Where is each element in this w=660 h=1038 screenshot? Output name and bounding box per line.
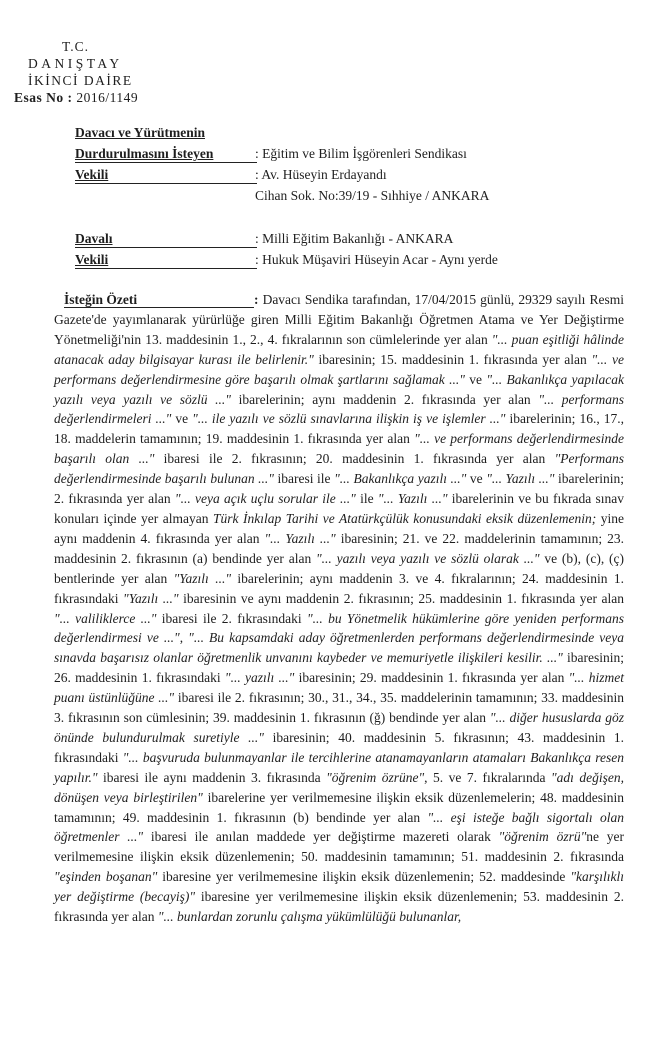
court-name: DANIŞTAY: [28, 56, 123, 71]
summary-text: ibaresi ile 2. fıkrasının; 30., 31., 34., 35. maddelerinin tamamının; 33. maddesinin 3. fıkrasının son cümlesinin; 39. maddesinin 1. fıkrasının (ğ) bendinde yer alan: [54, 690, 625, 726]
label-underline: [75, 162, 257, 163]
quoted-phrase: "... veya açık uçlu sorular ile ...": [174, 491, 356, 507]
party-label: Vekili: [75, 167, 109, 182]
request-summary: [54, 290, 624, 927]
quoted-phrase: "adı değişen, dönüşen veya birleştirilen": [54, 769, 624, 805]
case-number-value: 2016/1149: [76, 90, 139, 105]
summary-text: ibaresinin; 40. maddesinin 5. fıkrasının; 43. maddesinin 1. fıkrasındaki: [54, 729, 624, 765]
summary-colon: :: [254, 292, 259, 307]
summary-text: ibaresinin; 15. maddesinin 1. fıkrasında yer alan: [313, 351, 592, 367]
party-value: : Hukuk Müşaviri Hüseyin Acar - Aynı yerde: [255, 252, 498, 267]
quoted-phrase: "... hizmet puanı üstünlüğüne ...": [54, 670, 624, 706]
label-underline: [75, 183, 257, 184]
party-row: [75, 167, 387, 183]
party-row: [75, 125, 255, 141]
party-row: [75, 146, 467, 162]
summary-body: [54, 292, 624, 924]
summary-text: ne yer verilmemesine ilişkin eksik düzenlemenin; 50. maddesinin tamamının; 51. maddesinin 2. fıkrasında: [54, 829, 625, 865]
quoted-phrase: "... eşi isteğe bağlı sigortalı olan öğretmenler ...": [54, 809, 624, 845]
summary-text: ,: [179, 630, 189, 646]
summary-text: ve (b), (c), (ç) bentlerinde yer alan: [54, 550, 624, 586]
summary-text: ibaresine yer verilmemesine ilişkin eksik düzenlemenin; 53. maddesinin 2. fıkrasında yer alan: [54, 889, 624, 925]
document-header: [14, 38, 138, 106]
party-row: [75, 231, 454, 247]
quoted-phrase: "karşılıklı yer değiştirme (becayiş)": [54, 869, 624, 905]
summary-text: ibaresi ile: [273, 471, 335, 487]
summary-text: ve: [171, 411, 193, 427]
tc-label: T.C.: [62, 39, 89, 54]
party-label: Davalı: [75, 231, 113, 246]
party-label: Davacı ve Yürütmenin: [75, 125, 205, 140]
summary-text: ibaresi ile anılan maddede yer değiştirme mazereti olarak: [143, 829, 499, 845]
summary-text: ibarelerine yer verilmemesine ilişkin eksik düzenlemelerin; 48. maddesinin tamamının; 49. maddesinin 1. fıkrasının (b) bendinde yer alan: [54, 789, 624, 825]
quoted-phrase: "... başvuruda bulunmayanlar ile tercihlerine atanamayanların atamaları Bakanlıkça resen yapılır.": [54, 749, 624, 785]
summary-text: Davacı Sendika tarafından, 17/04/2015 günlü, 29329 sayılı Resmi Gazete'de yayımlanarak yürürlüğe giren Milli Eğitim Bakanlığı Öğretmen Atama ve Yer Değiştirme Yönetmeliği'nin 13. maddesinin 1., 2., 4. fıkralarının son cümlelerinde yer alan: [54, 292, 624, 347]
quoted-phrase: "... bu Yönetmelik hükümlerine göre yeniden performans değerlendirmesi ve ...": [54, 610, 624, 646]
quoted-phrase: "... ve performans değerlendirmesine göre başarılı olmak şartlarını sağlamak ...": [54, 351, 624, 387]
summary-label: İsteğin Özeti: [64, 293, 254, 308]
quoted-phrase: "... Bu kapsamdaki aday öğretmenlerden performans değerlendirmesinde veya sınavda başarısız olanlar öğretmenlik unvanını kaybeder ve memuriyetle ilişkileri kesilir. ...": [54, 630, 625, 666]
summary-text: ibaresinin ve aynı maddenin 2. fıkrasının; 25. maddesinin 1. fıkrasında yer alan: [178, 590, 625, 606]
summary-text: yine aynı maddenin 4. fıkrasında yer alan: [54, 510, 624, 546]
party-value: : Milli Eğitim Bakanlığı - ANKARA: [255, 231, 454, 246]
summary-text: ibaresi ile 2. fıkrasındaki: [156, 610, 307, 626]
quoted-phrase: "Yazılı ...": [173, 570, 231, 586]
summary-text: ibarelerinin; aynı maddenin 2. fıkrasında yer alan: [230, 391, 539, 407]
quoted-phrase: "eşinden boşanan": [54, 869, 158, 885]
summary-text: ve: [466, 471, 487, 487]
summary-text: ve: [464, 371, 487, 387]
summary-text: ile: [355, 491, 378, 507]
party-label: Vekili: [75, 252, 109, 267]
case-number-label: Esas No :: [14, 90, 73, 105]
party-row: [75, 252, 498, 268]
label-underline: [75, 268, 257, 269]
quoted-phrase: "... yazılı ...": [224, 670, 295, 686]
quoted-phrase: "öğrenim özrü": [498, 829, 587, 845]
party-value: : Eğitim ve Bilim İşgörenleri Sendikası: [255, 146, 467, 161]
chamber-name: İKİNCİ DAİRE: [28, 73, 133, 88]
summary-text: ibaresinin; 26. maddesinin 1. fıkrasındaki: [54, 650, 624, 686]
summary-text: ibaresi ile 2. fıkrasının; 20. maddesinin 1. fıkrasında yer alan: [154, 451, 555, 467]
summary-text: ibarelerinin; aynı maddenin 3. ve 4. fıkralarının; 24. maddesinin 1. fıkrasındaki: [54, 570, 624, 606]
party-label: Durdurulmasını İsteyen: [75, 146, 214, 161]
quoted-phrase: "... diğer hususlarda göz önünde bulundurulmak suretiyle ...": [54, 710, 624, 745]
summary-text: ibaresine yer verilmemesine ilişkin eksik düzenlemenin; 52. maddesinde: [157, 869, 571, 885]
summary-text: ibarelerinin; 16., 17., 18. maddelerin tamamının; 19. maddesinin 1. fıkrasında yer alan: [54, 411, 624, 447]
quoted-phrase: "... Bakanlıkça yapılacak yazılı veya yazılı ve sözlü ...": [54, 371, 624, 407]
quoted-phrase: "... Bakanlıkça yazılı ...": [334, 471, 467, 487]
summary-text: ibaresinin; 29. maddesinin 1. fıkrasında yer alan: [294, 670, 569, 686]
party-value: : Av. Hüseyin Erdayandı: [255, 167, 387, 182]
quoted-phrase: Türk İnkılap Tarihi ve Atatürkçülük konusundaki eksik düzenlemenin;: [212, 510, 597, 526]
party-value: Cihan Sok. No:39/19 - Sıhhiye / ANKARA: [255, 188, 490, 203]
quoted-phrase: "... valiliklerce ...": [54, 610, 157, 626]
quoted-phrase: "Performans değerlendirmesinde başarılı bulunan ...": [54, 451, 624, 487]
summary-text: ibarelerinin; 2. fıkrasında yer alan: [54, 471, 624, 507]
quoted-phrase: "... Yazılı ...": [377, 491, 448, 507]
quoted-phrase: "... performans değerlendirmeleri ...": [54, 391, 625, 427]
summary-text: ibarelerinin ve bu fıkrada sınav konuları içinde yer almayan: [54, 491, 625, 526]
quoted-phrase: "... puan eşitliği hâlinde atanacak aday bilgisayar kurası ile belirlenir.": [54, 331, 624, 367]
case-number: [14, 89, 138, 106]
quoted-phrase: "... ve performans değerlendirmesinde başarılı olan ...": [54, 431, 624, 467]
summary-text: ibaresi ile aynı maddenin 3. fıkrasında: [97, 769, 327, 785]
label-underline: [75, 247, 257, 248]
quoted-phrase: "... yazılı veya yazılı ve sözlü olarak ...": [316, 550, 540, 566]
quoted-phrase: "... Yazılı ...": [486, 471, 555, 487]
summary-text: , 5. ve 7. fıkralarında: [424, 769, 551, 785]
summary-text: ibaresinin; 21. ve 22. maddelerinin tamamının; 23. maddesinin 2. fıkrasının (a) bendinde yer alan: [54, 530, 624, 566]
quoted-phrase: "Yazılı ...": [123, 590, 179, 606]
quoted-phrase: "... bunlardan zorunlu çalışma yükümlülüğü bulunanlar,: [157, 909, 462, 925]
quoted-phrase: "öğrenim özrüne": [326, 769, 425, 785]
quoted-phrase: "... ile yazılı ve sözlü sınavlarına ilişkin iş ve işlemler ...": [192, 411, 506, 427]
quoted-phrase: "... Yazılı ...": [264, 530, 336, 546]
